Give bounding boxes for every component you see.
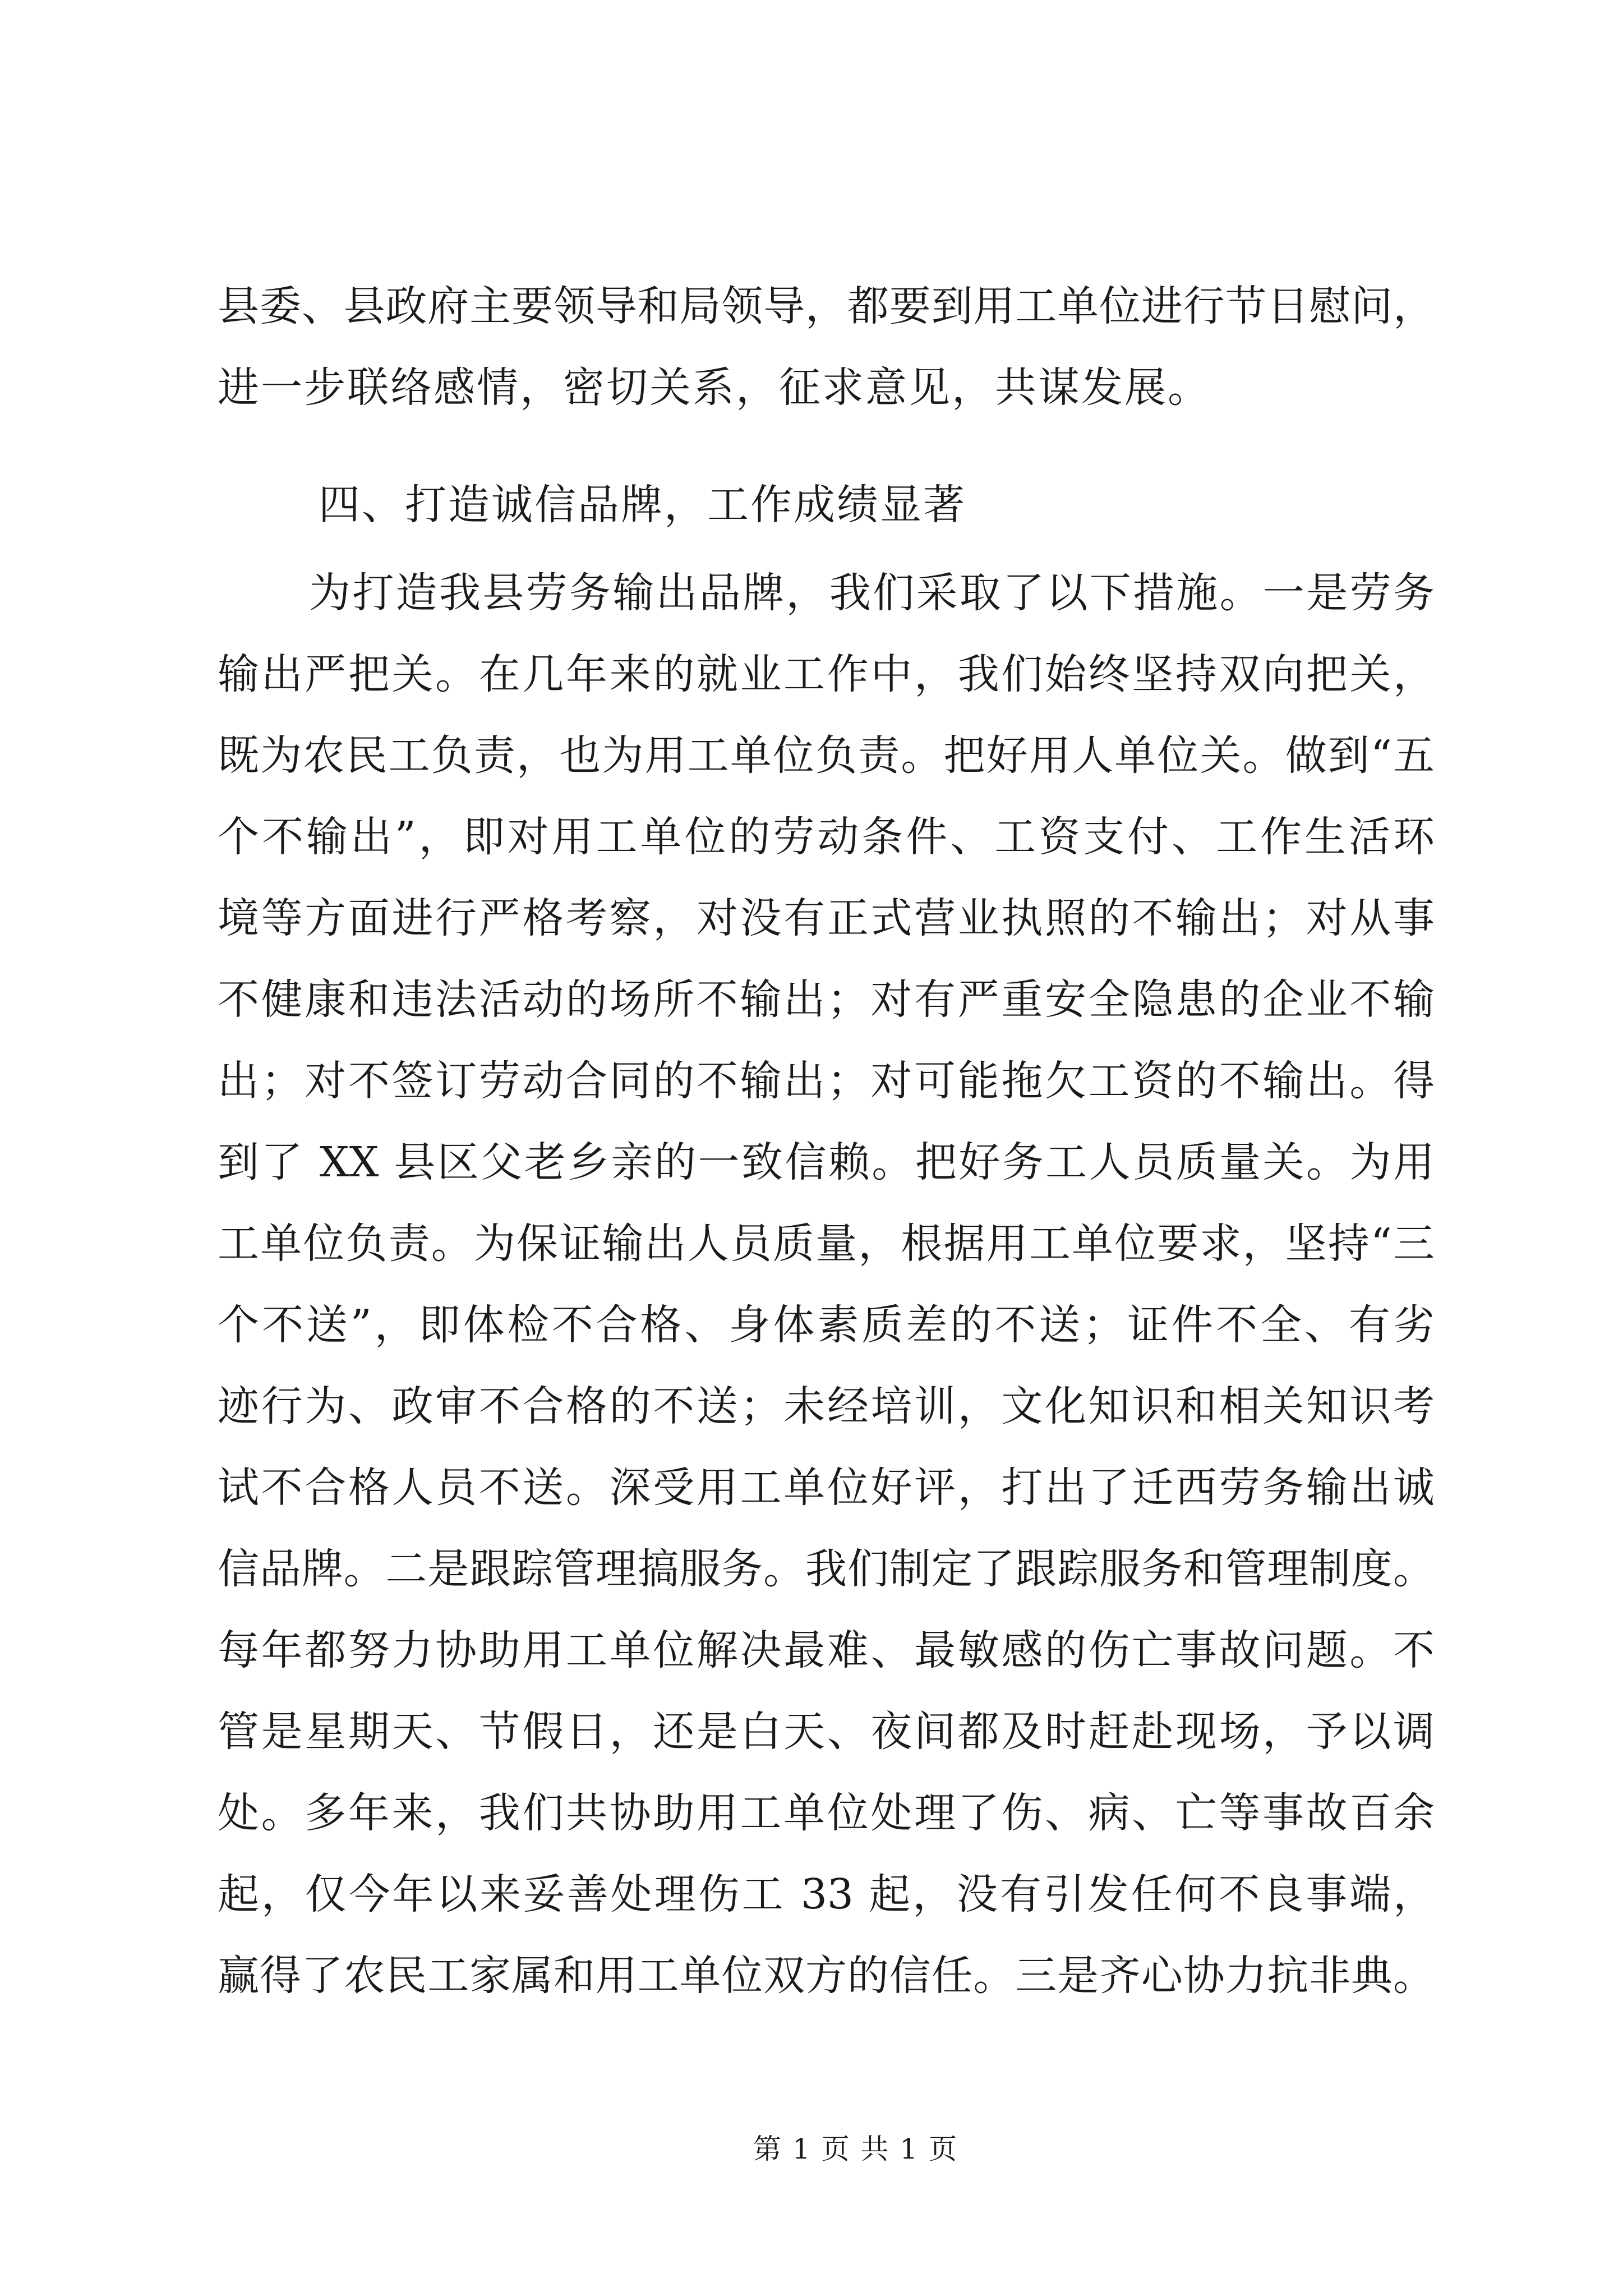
paragraph-line: 到了 XX 县区父老乡亲的一致信赖。把好务工人员质量关。为用 xyxy=(218,1138,1435,1186)
paragraph-line: 进一步联络感情，密切关系，征求意见，共谋发展。 xyxy=(218,364,1211,412)
paragraph-line: 每年都努力协助用工单位解决最难、最敏感的伤亡事故问题。不 xyxy=(218,1626,1435,1674)
paragraph-line: 起，仅今年以来妥善处理伤工 33 起，没有引发任何不良事端， xyxy=(218,1870,1435,1918)
paragraph-line: 境等方面进行严格考察，对没有正式营业执照的不输出；对从事 xyxy=(218,894,1435,942)
opening-paragraph xyxy=(218,266,1435,429)
paragraph-line: 工单位负责。为保证输出人员质量，根据用工单位要求，坚持“三 xyxy=(218,1220,1435,1268)
section-paragraph xyxy=(218,553,1435,2017)
paragraph-line: 出；对不签订劳动合同的不输出；对可能拖欠工资的不输出。得 xyxy=(218,1057,1435,1105)
paragraph-line: 处。多年来，我们共协助用工单位处理了伤、病、亡等事故百余 xyxy=(218,1789,1435,1837)
paragraph-line: 输出严把关。在几年来的就业工作中，我们始终坚持双向把关， xyxy=(218,650,1435,698)
paragraph-line: 赢得了农民工家属和用工单位双方的信任。三是齐心协力抗非典。 xyxy=(218,1952,1435,2000)
paragraph-line: 管是星期天、节假日，还是白天、夜间都及时赶赴现场，予以调 xyxy=(218,1708,1435,1756)
paragraph-line: 迹行为、政审不合格的不送；未经培训，文化知识和相关知识考 xyxy=(218,1382,1435,1430)
paragraph-line: 为打造我县劳务输出品牌，我们采取了以下措施。一是劳务 xyxy=(309,569,1435,617)
document-body xyxy=(218,266,1435,2017)
paragraph-line: 个不输出”，即对用工单位的劳动条件、工资支付、工作生活环 xyxy=(218,813,1435,861)
page-number-footer: 第 1 页 共 1 页 xyxy=(753,2133,958,2165)
paragraph-line: 试不合格人员不送。深受用工单位好评，打出了迁西劳务输出诚 xyxy=(218,1464,1435,1512)
paragraph-line: 县委、县政府主要领导和局领导，都要到用工单位进行节日慰问， xyxy=(218,282,1435,330)
paragraph-line: 不健康和违法活动的场所不输出；对有严重安全隐患的企业不输 xyxy=(218,976,1435,1024)
paragraph-line: 信品牌。二是跟踪管理搞服务。我们制定了跟踪服务和管理制度。 xyxy=(218,1545,1435,1593)
paragraph-line: 既为农民工负责，也为用工单位负责。把好用人单位关。做到“五 xyxy=(218,731,1435,780)
section-heading: 四、打造诚信品牌，工作成绩显著 xyxy=(319,481,966,529)
paragraph-line: 个不送”，即体检不合格、身体素质差的不送；证件不全、有劣 xyxy=(218,1301,1435,1349)
